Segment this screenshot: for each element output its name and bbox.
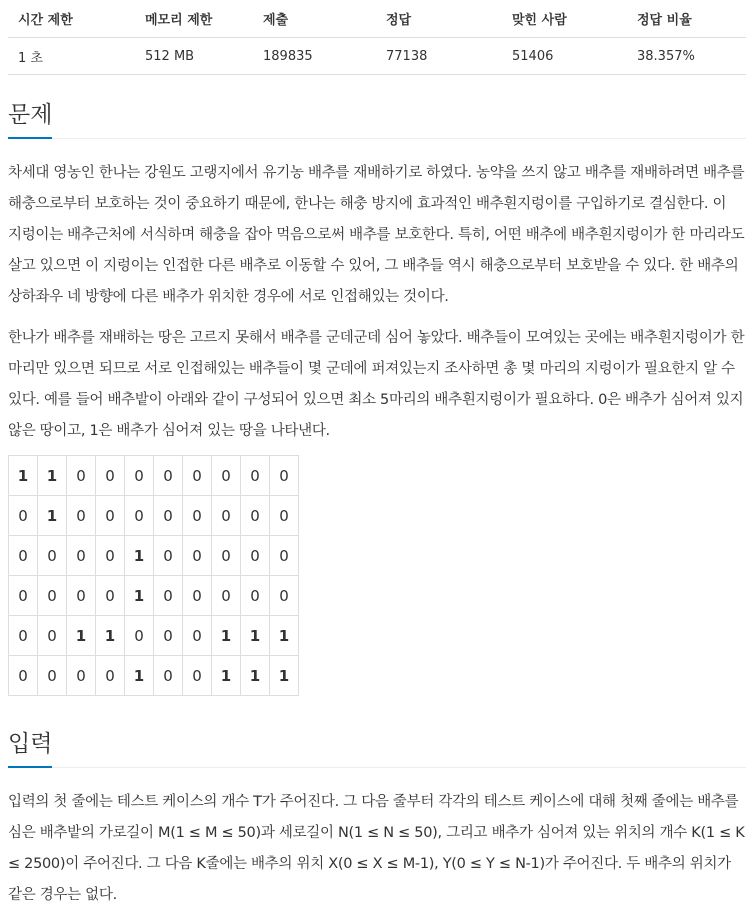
- problem-heading: 문제: [8, 96, 52, 139]
- grid-cell: 1: [270, 616, 299, 656]
- grid-cell: 0: [183, 576, 212, 616]
- grid-cell: 0: [96, 576, 125, 616]
- grid-row: [9, 496, 299, 536]
- grid-cell: 1: [38, 496, 67, 536]
- grid-cell: 0: [67, 496, 96, 536]
- grid-cell: 0: [9, 536, 38, 576]
- grid-cell: 0: [38, 656, 67, 696]
- cabbage-field-grid: [8, 455, 299, 696]
- grid-cell: 0: [183, 496, 212, 536]
- grid-cell: 0: [241, 496, 270, 536]
- grid-cell: 0: [241, 536, 270, 576]
- grid-cell: 1: [38, 456, 67, 496]
- grid-cell: 0: [96, 496, 125, 536]
- grid-cell: 0: [67, 456, 96, 496]
- grid-cell: 0: [96, 536, 125, 576]
- stats-ratio: 38.357%: [627, 38, 746, 75]
- stats-header-time-limit: 시간 제한: [8, 0, 135, 38]
- grid-cell: 0: [67, 536, 96, 576]
- problem-stats-table: [8, 0, 746, 75]
- grid-cell: 0: [270, 576, 299, 616]
- grid-cell: 1: [125, 576, 154, 616]
- grid-cell: 0: [270, 456, 299, 496]
- grid-cell: 1: [212, 656, 241, 696]
- grid-cell: 0: [67, 576, 96, 616]
- grid-cell: 0: [125, 456, 154, 496]
- grid-row: [9, 536, 299, 576]
- input-section-header: [8, 725, 746, 768]
- grid-cell: 0: [154, 536, 183, 576]
- grid-row: [9, 456, 299, 496]
- grid-cell: 0: [212, 536, 241, 576]
- stats-header-ratio: 정답 비율: [627, 0, 746, 38]
- grid-row: [9, 616, 299, 656]
- grid-cell: 1: [96, 616, 125, 656]
- stats-value-row: [8, 38, 746, 75]
- grid-cell: 0: [212, 456, 241, 496]
- stats-solvers: 51406: [502, 38, 627, 75]
- stats-time-limit: 1 초: [8, 38, 135, 75]
- grid-row: [9, 656, 299, 696]
- grid-cell: 0: [270, 496, 299, 536]
- grid-cell: 0: [9, 656, 38, 696]
- grid-cell: 0: [125, 496, 154, 536]
- stats-header-submissions: 제출: [253, 0, 376, 38]
- grid-cell: 1: [241, 616, 270, 656]
- stats-header-memory-limit: 메모리 제한: [135, 0, 253, 38]
- grid-cell: 0: [9, 496, 38, 536]
- grid-cell: 0: [38, 576, 67, 616]
- grid-cell: 0: [154, 616, 183, 656]
- problem-section-header: [8, 96, 746, 139]
- grid-cell: 0: [96, 656, 125, 696]
- grid-cell: 0: [125, 616, 154, 656]
- stats-header-accepted: 정답: [376, 0, 502, 38]
- stats-submissions: 189835: [253, 38, 376, 75]
- grid-cell: 0: [212, 496, 241, 536]
- grid-cell: 1: [9, 456, 38, 496]
- grid-cell: 0: [183, 536, 212, 576]
- stats-header-solvers: 맞힌 사람: [502, 0, 627, 38]
- grid-cell: 0: [38, 536, 67, 576]
- grid-cell: 0: [241, 456, 270, 496]
- grid-cell: 0: [241, 576, 270, 616]
- stats-memory-limit: 512 MB: [135, 38, 253, 75]
- input-description: 입력의 첫 줄에는 테스트 케이스의 개수 T가 주어진다. 그 다음 줄부터 각각의 테스트 케이스에 대해 첫째 줄에는 배추를 심은 배추밭의 가로길이 M(1 ≤ M ≤ 50)과 세로길이 N(1 ≤ N ≤ 50), 그리고 배추가 심어져 있는 위치의 개수 K(1 ≤ K ≤ 2500)이 주어진다. 그 다음 K줄에는 배추의 위치 X(0 ≤ X ≤ M-1), Y(0 ≤ Y ≤ N-1)가 주어진다. 두 배추의 위치가 같은 경우는 없다.: [8, 794, 745, 903]
- grid-cell: 0: [38, 616, 67, 656]
- grid-cell: 1: [270, 656, 299, 696]
- problem-description-1: 차세대 영농인 한나는 강원도 고랭지에서 유기농 배추를 재배하기로 하였다. 농약을 쓰지 않고 배추를 재배하려면 배추를 해충으로부터 보호하는 것이 중요하기 때문에, 한나는 해충 방지에 효과적인 배추흰지렁이를 구입하기로 결심한다. 이 지렁이는 배추근처에 서식하며 해충을 잡아 먹음으로써 배추를 보호한다. 특히, 어떤 배추에 배추흰지렁이가 한 마리라도 살고 있으면 이 지렁이는 인접한 다른 배추로 이동할 수 있어, 그 배추들 역시 해충으로부터 보호받을 수 있다. 한 배추의 상하좌우 네 방향에 다른 배추가 위치한 경우에 서로 인접해있는 것이다.: [8, 165, 745, 305]
- grid-cell: 0: [183, 656, 212, 696]
- stats-accepted: 77138: [376, 38, 502, 75]
- grid-cell: 0: [154, 656, 183, 696]
- grid-cell: 1: [125, 656, 154, 696]
- stats-header-row: [8, 0, 746, 38]
- grid-cell: 1: [125, 536, 154, 576]
- grid-cell: 0: [154, 456, 183, 496]
- grid-cell: 0: [154, 496, 183, 536]
- grid-cell: 0: [183, 456, 212, 496]
- grid-cell: 1: [212, 616, 241, 656]
- grid-row: [9, 576, 299, 616]
- input-heading: 입력: [8, 725, 52, 768]
- grid-cell: 0: [270, 536, 299, 576]
- grid-cell: 0: [212, 576, 241, 616]
- grid-cell: 0: [154, 576, 183, 616]
- grid-cell: 1: [241, 656, 270, 696]
- grid-cell: 0: [183, 616, 212, 656]
- grid-cell: 0: [96, 456, 125, 496]
- grid-cell: 0: [9, 576, 38, 616]
- grid-cell: 1: [67, 616, 96, 656]
- grid-cell: 0: [9, 616, 38, 656]
- problem-description-2: 한나가 배추를 재배하는 땅은 고르지 못해서 배추를 군데군데 심어 놓았다. 배추들이 모여있는 곳에는 배추흰지렁이가 한 마리만 있으면 되므로 서로 인접해있는 배추들이 몇 군데에 퍼져있는지 조사하면 총 몇 마리의 지렁이가 필요한지 알 수 있다. 예를 들어 배추밭이 아래와 같이 구성되어 있으면 최소 5마리의 배추흰지렁이가 필요하다. 0은 배추가 심어져 있지 않은 땅이고, 1은 배추가 심어져 있는 땅을 나타낸다.: [8, 330, 745, 439]
- grid-cell: 0: [67, 656, 96, 696]
